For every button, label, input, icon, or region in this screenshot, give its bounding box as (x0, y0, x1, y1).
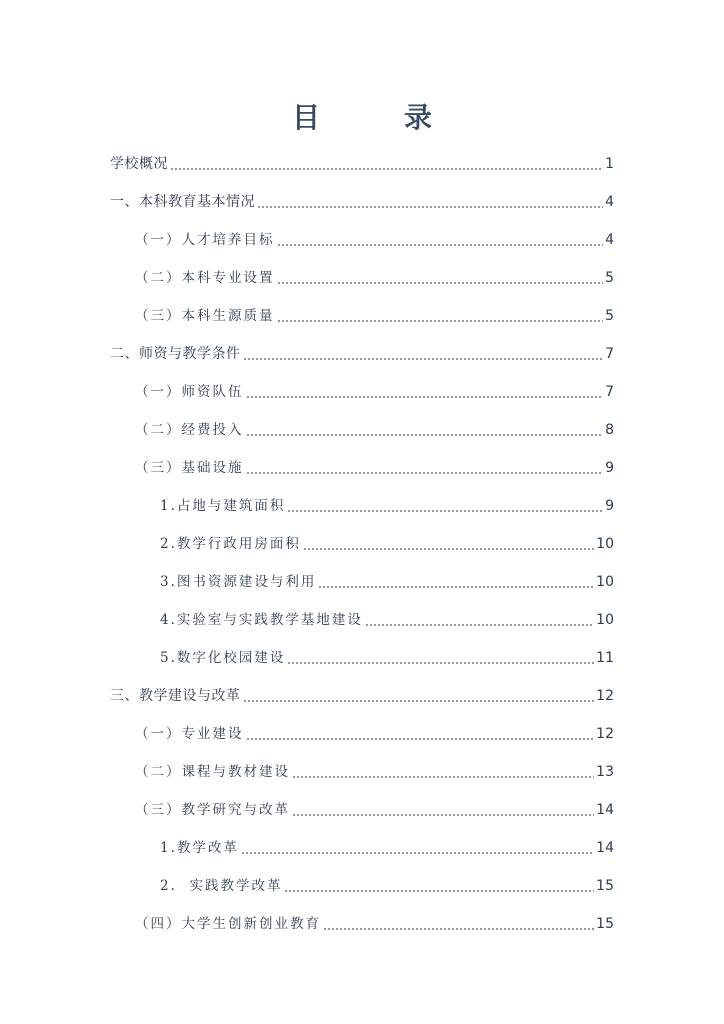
toc-entry[interactable] (160, 645, 614, 671)
dot-leader (365, 624, 594, 626)
toc-entry[interactable] (135, 227, 614, 253)
toc-entry-page: 10 (596, 574, 614, 590)
toc-entry[interactable] (135, 303, 614, 329)
dot-leader (284, 890, 594, 892)
dot-leader (170, 168, 603, 170)
toc-entry[interactable] (160, 873, 614, 899)
toc-entry-page: 13 (596, 764, 614, 780)
toc-entry-label: 2.教学行政用房面积 (160, 536, 301, 552)
toc-entry[interactable] (160, 493, 614, 519)
toc-entry-label: （一）专业建设 (135, 726, 244, 742)
toc-entry[interactable] (110, 683, 614, 709)
toc-entry-page: 5 (605, 270, 614, 286)
toc-entry-label: （三）本科生源质量 (135, 308, 275, 324)
toc-entry-page: 10 (596, 612, 614, 628)
dot-leader (303, 548, 594, 550)
dot-leader (277, 282, 604, 284)
toc-entry-label: （三）基础设施 (135, 460, 244, 476)
toc-entry[interactable] (160, 569, 614, 595)
toc-entry-page: 4 (605, 194, 614, 210)
dot-leader (246, 738, 595, 740)
toc-entry[interactable] (110, 341, 614, 367)
toc-entry-page: 4 (605, 232, 614, 248)
toc-entry-label: 2. 实践教学改革 (160, 878, 283, 894)
dot-leader (246, 396, 604, 398)
toc-entry[interactable] (135, 265, 614, 291)
toc-entry[interactable] (160, 531, 614, 557)
toc-entry-page: 7 (605, 346, 614, 362)
toc-entry[interactable] (135, 911, 614, 937)
toc-entry[interactable] (160, 607, 614, 633)
toc-entry[interactable] (160, 835, 614, 861)
toc-entry-page: 8 (605, 422, 614, 438)
toc-entry-page: 1 (605, 156, 614, 172)
toc-entry-label: 一、本科教育基本情况 (110, 194, 255, 210)
toc-entry-label: 5.数字化校园建设 (160, 650, 286, 666)
dot-leader (292, 776, 594, 778)
toc-entry[interactable] (135, 379, 614, 405)
toc-entry[interactable] (110, 189, 614, 215)
toc-entry[interactable] (135, 721, 614, 747)
toc-entry-page: 15 (596, 878, 614, 894)
dot-leader (318, 586, 594, 588)
toc-entry-label: （一）师资队伍 (135, 384, 244, 400)
toc-entry-label: 4.实验室与实践教学基地建设 (160, 612, 363, 628)
toc-entry-label: （三）教学研究与改革 (135, 802, 290, 818)
toc-entry-label: （四）大学生创新创业教育 (135, 916, 321, 932)
toc-entry-label: 1.教学改革 (160, 840, 239, 856)
toc-entry-label: （二）经费投入 (135, 422, 244, 438)
toc-entry-label: 二、师资与教学条件 (110, 346, 241, 362)
toc-entry-page: 12 (596, 688, 614, 704)
toc-entry[interactable] (110, 151, 614, 177)
toc-entry-page: 10 (596, 536, 614, 552)
toc-title: 目 录 (291, 101, 460, 134)
toc-entry-page: 7 (605, 384, 614, 400)
toc-entry-page: 15 (596, 916, 614, 932)
toc-entry[interactable] (135, 417, 614, 443)
dot-leader (287, 510, 603, 512)
dot-leader (323, 928, 594, 930)
toc-entry-label: 三、教学建设与改革 (110, 688, 241, 704)
dot-leader (243, 700, 595, 702)
toc-entry-page: 12 (596, 726, 614, 742)
dot-leader (277, 320, 604, 322)
toc-entry-page: 14 (596, 840, 614, 856)
dot-leader (241, 852, 594, 854)
toc-entry[interactable] (135, 455, 614, 481)
toc-entry-label: 1.占地与建筑面积 (160, 498, 286, 514)
toc-entry-page: 9 (605, 498, 614, 514)
dot-leader (257, 206, 603, 208)
toc-entry-label: （二）本科专业设置 (135, 270, 275, 286)
dot-leader (277, 244, 604, 246)
dot-leader (246, 434, 604, 436)
toc-entry-page: 14 (596, 802, 614, 818)
toc-entry-label: 3.图书资源建设与利用 (160, 574, 317, 590)
toc-entry-page: 9 (605, 460, 614, 476)
dot-leader (287, 662, 594, 664)
toc-entry-label: （一）人才培养目标 (135, 232, 275, 248)
toc-entry[interactable] (135, 797, 614, 823)
dot-leader (292, 814, 594, 816)
toc-entry-page: 5 (605, 308, 614, 324)
dot-leader (246, 472, 604, 474)
toc-entry-label: 学校概况 (110, 156, 168, 172)
toc-entry-label: （二）课程与教材建设 (135, 764, 290, 780)
toc-entry-page: 11 (596, 650, 614, 666)
toc-entry[interactable] (135, 759, 614, 785)
dot-leader (243, 358, 604, 360)
